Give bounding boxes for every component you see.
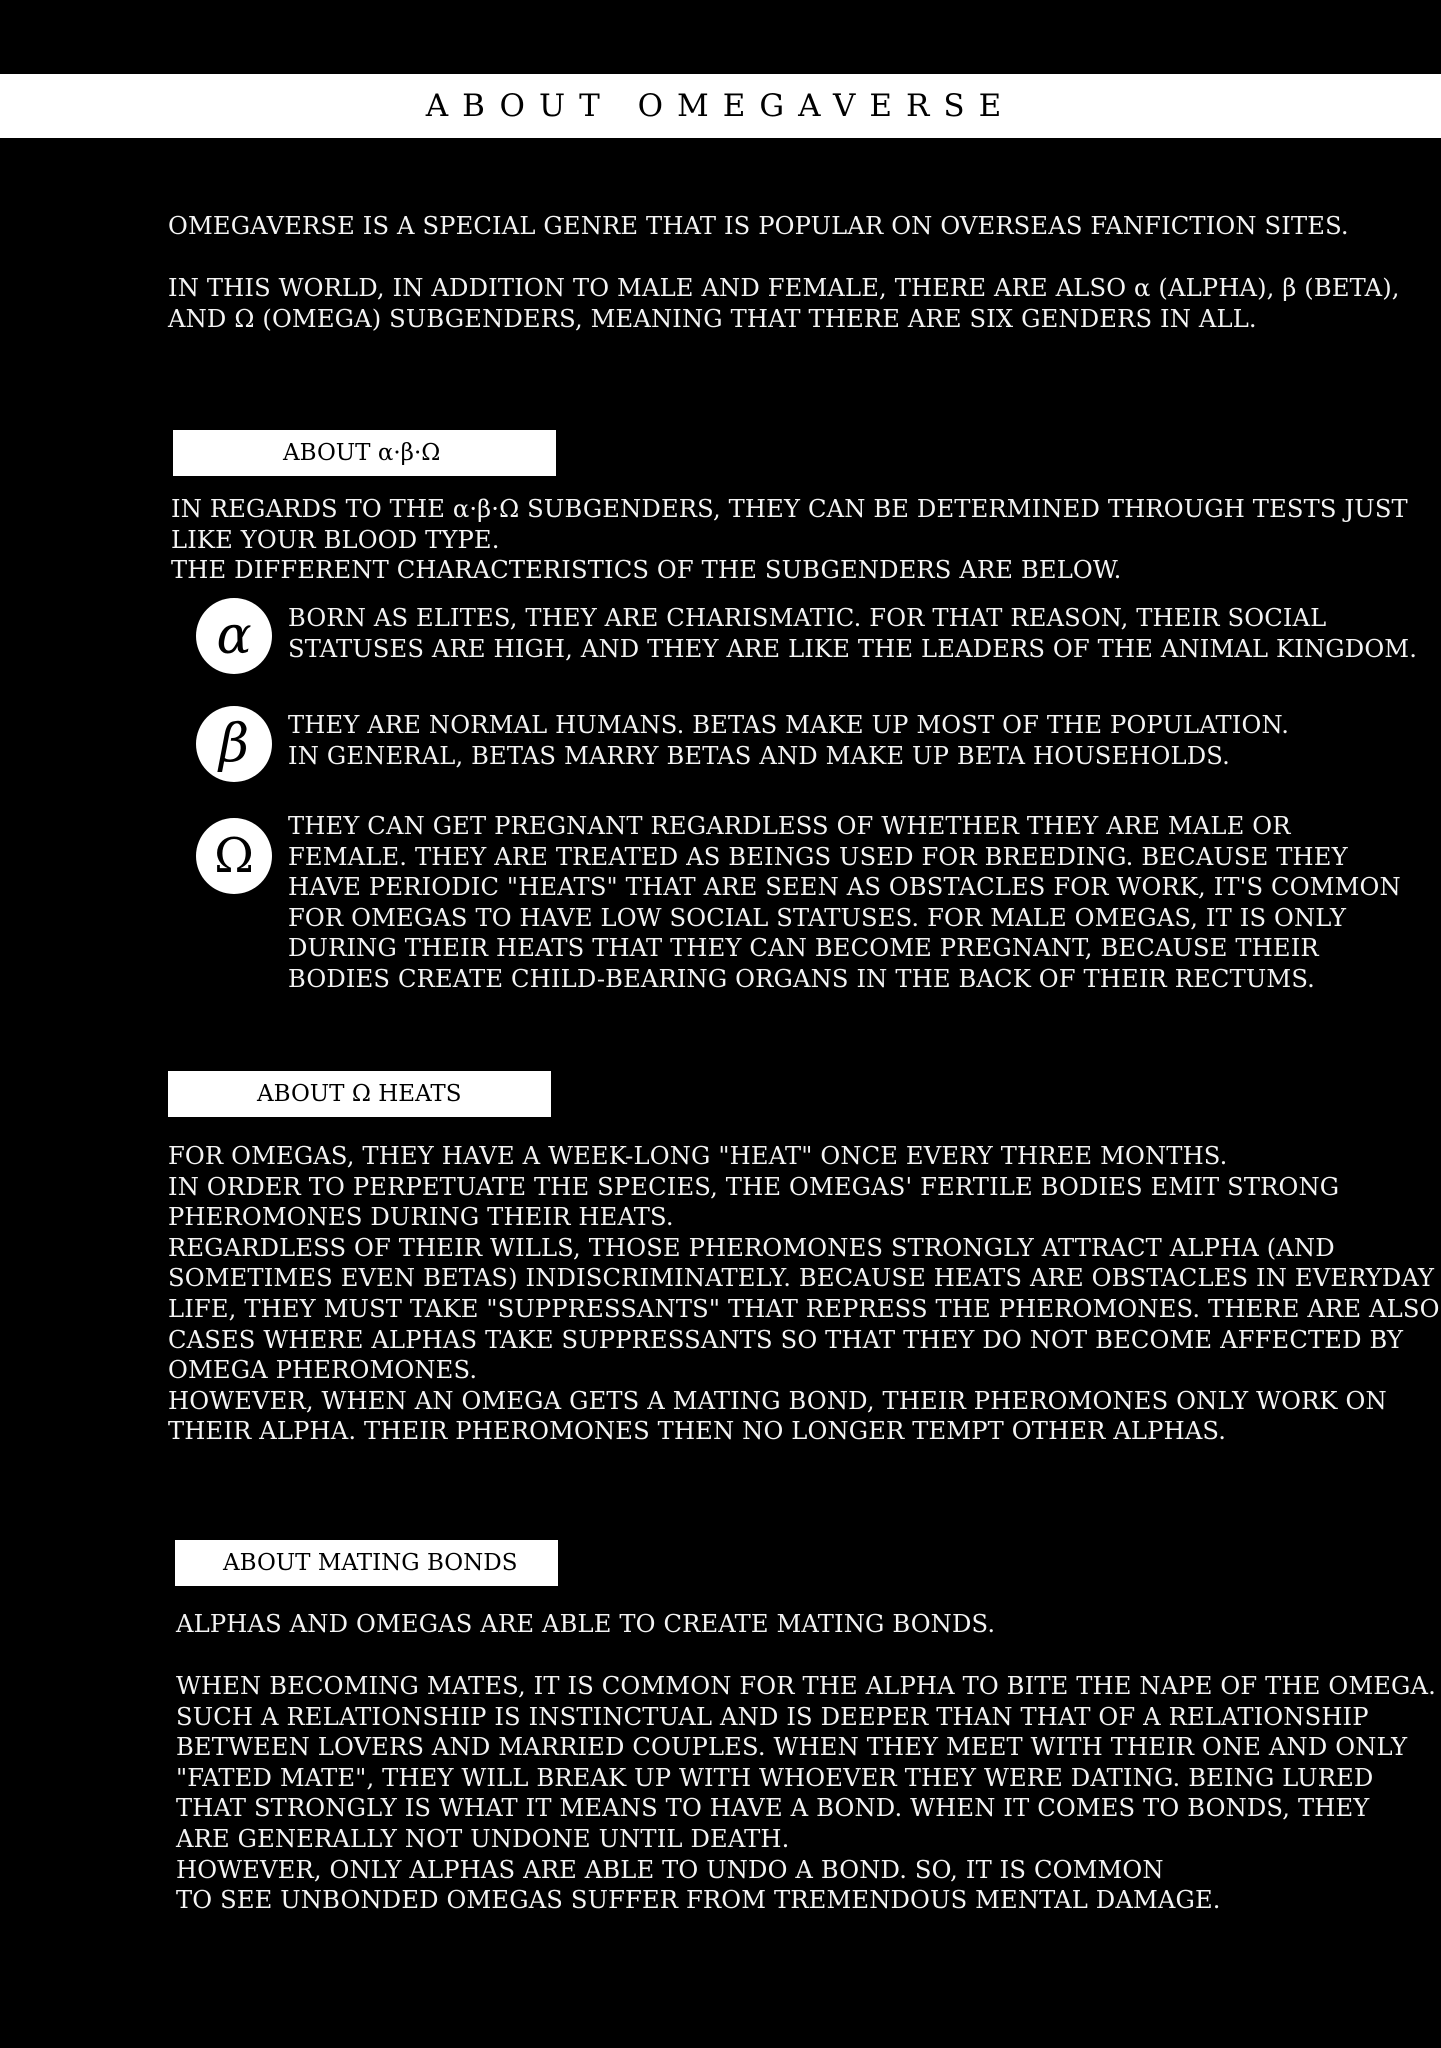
alpha-icon: α — [196, 598, 272, 674]
alpha-description: BORN AS ELITES, THEY ARE CHARISMATIC. FOR THAT REASON, THEIR SOCIAL STATUSES ARE HIGH, AND THEY ARE LIKE THE LEADERS OF THE ANIMAL KINGDOM. — [288, 604, 1418, 663]
section-heading-bonds: ABOUT MATING BONDS — [175, 1540, 558, 1586]
omega-description: THEY CAN GET PREGNANT REGARDLESS OF WHETHER THEY ARE MALE OR FEMALE. THEY ARE TREATED AS BEINGS USED FOR BREEDING. BECAUSE THEY HAVE PERIODIC "HEATS" THAT ARE SEEN AS OBSTACLES FOR WORK, IT'S COMMON FOR OMEGAS TO HAVE LOW SOCIAL STATUSES. FOR MALE OMEGAS, IT IS ONLY DURING THEIR HEATS THAT THEY CAN BECOME PREGNANT, BECAUSE THEIR BODIES CREATE CHILD-BEARING ORGANS IN THE BACK OF THEIR RECTUMS. — [288, 812, 1401, 993]
intro-line-2: IN THIS WORLD, IN ADDITION TO MALE AND FEMALE, THERE ARE ALSO α (ALPHA), β (BETA), AND Ω (OMEGA) SUBGENDERS, MEANING THAT THERE ARE SIX GENDERS IN ALL. — [168, 274, 1400, 333]
beta-description: THEY ARE NORMAL HUMANS. BETAS MAKE UP MOST OF THE POPULATION. IN GENERAL, BETAS MARRY BETAS AND MAKE UP BETA HOUSEHOLDS. — [288, 711, 1290, 770]
page-title: ABOUT OMEGAVERSE — [425, 88, 1016, 124]
subgenders-intro: IN REGARDS TO THE α·β·Ω SUBGENDERS, THEY CAN BE DETERMINED THROUGH TESTS JUST LIKE YOUR BLOOD TYPE. THE DIFFERENT CHARACTERISTICS OF THE SUBGENDERS ARE BELOW. — [171, 495, 1408, 585]
omega-icon: Ω — [196, 818, 272, 894]
section-heading-heats: ABOUT Ω HEATS — [168, 1071, 551, 1117]
bonds-body-2: WHEN BECOMING MATES, IT IS COMMON FOR THE ALPHA TO BITE THE NAPE OF THE OMEGA. SUCH A RELATIONSHIP IS INSTINCTUAL AND IS DEEPER THAN THAT OF A RELATIONSHIP BETWEEN LOVERS AND MARRIED COUPLES. WHEN THEY MEET WITH THEIR ONE AND ONLY "FATED MATE", THEY WILL BREAK UP WITH WHOEVER THEY WERE DATING. BEING LURED THAT STRONGLY IS WHAT IT MEANS TO HAVE A BOND. WHEN IT COMES TO BONDS, THEY ARE GENERALLY NOT UNDONE UNTIL DEATH. HOWEVER, ONLY ALPHAS ARE ABLE TO UNDO A BOND. SO, IT IS COMMON TO SEE UNBONDED OMEGAS SUFFER FROM TREMENDOUS MENTAL DAMAGE. — [176, 1672, 1436, 1915]
section-heading-subgenders: ABOUT α·β·Ω — [173, 430, 556, 476]
intro-line-1: OMEGAVERSE IS A SPECIAL GENRE THAT IS POPULAR ON OVERSEAS FANFICTION SITES. — [168, 212, 1349, 240]
bonds-body-1: ALPHAS AND OMEGAS ARE ABLE TO CREATE MATING BONDS. — [176, 1610, 996, 1638]
title-bar — [0, 74, 1441, 138]
heats-body: FOR OMEGAS, THEY HAVE A WEEK-LONG "HEAT" ONCE EVERY THREE MONTHS. IN ORDER TO PERPETUATE THE SPECIES, THE OMEGAS' FERTILE BODIES EMIT STRONG PHEROMONES DURING THEIR HEATS. REGARDLESS OF THEIR WILLS, THOSE PHEROMONES STRONGLY ATTRACT ALPHA (AND SOMETIMES EVEN BETAS) INDISCRIMINATELY. BECAUSE HEATS ARE OBSTACLES IN EVERYDAY LIFE, THEY MUST TAKE "SUPPRESSANTS" THAT REPRESS THE PHEROMONES. THERE ARE ALSO CASES WHERE ALPHAS TAKE SUPPRESSANTS SO THAT THEY DO NOT BECOME AFFECTED BY OMEGA PHEROMONES. HOWEVER, WHEN AN OMEGA GETS A MATING BOND, THEIR PHEROMONES ONLY WORK ON THEIR ALPHA. THEIR PHEROMONES THEN NO LONGER TEMPT OTHER ALPHAS. — [168, 1142, 1440, 1446]
beta-icon: β — [196, 706, 272, 782]
